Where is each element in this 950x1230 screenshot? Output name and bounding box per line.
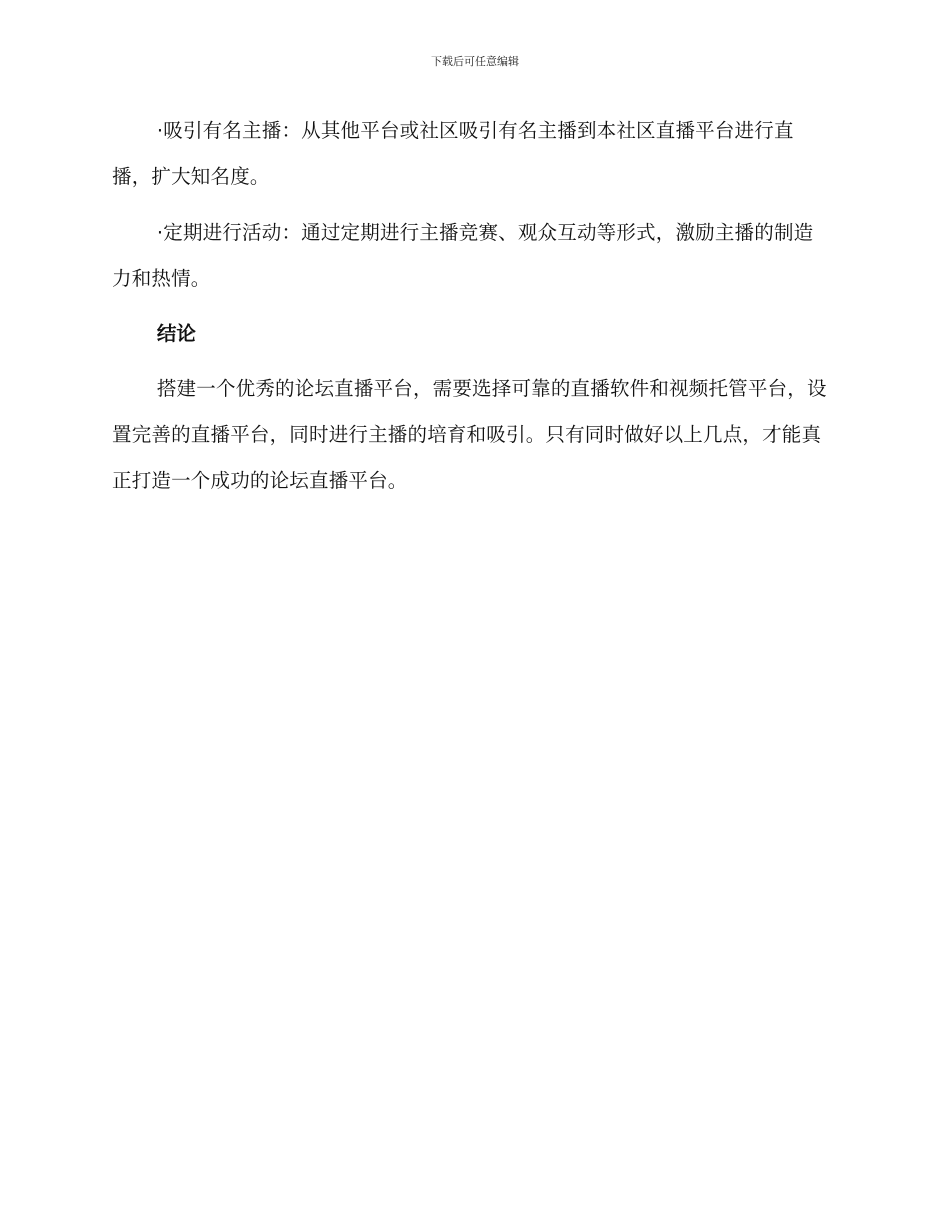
bullet-regular-activities: ·定期进行活动：通过定期进行主播竞赛、观众互动等形式，激励主播的制造力和热情。 <box>112 221 814 290</box>
conclusion-heading: 结论 <box>156 322 196 345</box>
page-header: 下载后可任意编辑 <box>431 55 519 68</box>
conclusion-paragraph: 搭建一个优秀的论坛直播平台，需要选择可靠的直播软件和视频托管平台，设置完善的直播平台，同时进行主播的培育和吸引。只有同时做好以上几点，才能真正打造一个成功的论坛直播平台。 <box>112 377 827 492</box>
bullet-attract-streamers: ·吸引有名主播：从其他平台或社区吸引有名主播到本社区直播平台进行直播，扩大知名度。 <box>112 119 794 188</box>
document-body <box>112 108 832 514</box>
